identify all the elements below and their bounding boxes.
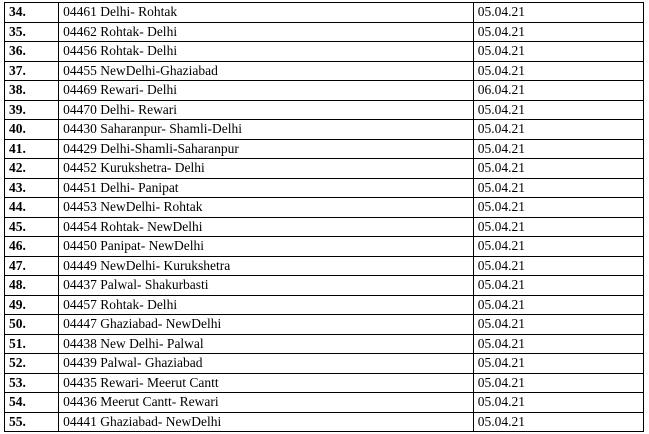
date-cell: 05.04.21 (473, 3, 643, 23)
serial-number-cell: 37. (5, 61, 59, 81)
date-cell: 05.04.21 (473, 178, 643, 198)
date-cell: 05.04.21 (473, 217, 643, 237)
train-cell: 04435 Rewari- Meerut Cantt (59, 373, 474, 393)
serial-number-cell: 42. (5, 159, 59, 179)
train-cell: 04436 Meerut Cantt- Rewari (59, 393, 474, 413)
serial-number-cell: 52. (5, 354, 59, 374)
serial-number-cell: 46. (5, 237, 59, 257)
date-cell: 05.04.21 (473, 139, 643, 159)
date-cell: 05.04.21 (473, 315, 643, 335)
train-cell: 04455 NewDelhi-Ghaziabad (59, 61, 474, 81)
train-cell: 04438 New Delhi- Palwal (59, 334, 474, 354)
serial-number-cell: 54. (5, 393, 59, 413)
date-cell: 05.04.21 (473, 120, 643, 140)
date-cell: 05.04.21 (473, 22, 643, 42)
table-row (5, 22, 644, 42)
date-cell: 05.04.21 (473, 393, 643, 413)
train-schedule-table (4, 2, 644, 432)
serial-number-cell: 48. (5, 276, 59, 296)
date-cell: 05.04.21 (473, 412, 643, 432)
train-cell: 04452 Kurukshetra- Delhi (59, 159, 474, 179)
train-cell: 04439 Palwal- Ghaziabad (59, 354, 474, 374)
train-cell: 04449 NewDelhi- Kurukshetra (59, 256, 474, 276)
serial-number-cell: 43. (5, 178, 59, 198)
train-cell: 04453 NewDelhi- Rohtak (59, 198, 474, 218)
date-cell: 05.04.21 (473, 159, 643, 179)
date-cell: 05.04.21 (473, 198, 643, 218)
date-cell: 05.04.21 (473, 334, 643, 354)
serial-number-cell: 39. (5, 100, 59, 120)
serial-number-cell: 36. (5, 42, 59, 62)
table-row (5, 3, 644, 23)
table-row (5, 354, 644, 374)
serial-number-cell: 53. (5, 373, 59, 393)
train-cell: 04441 Ghaziabad- NewDelhi (59, 412, 474, 432)
table-row (5, 256, 644, 276)
serial-number-cell: 55. (5, 412, 59, 432)
serial-number-cell: 34. (5, 3, 59, 23)
date-cell: 05.04.21 (473, 42, 643, 62)
table-row (5, 373, 644, 393)
table-row (5, 178, 644, 198)
date-cell: 05.04.21 (473, 276, 643, 296)
date-cell: 05.04.21 (473, 100, 643, 120)
table-row (5, 237, 644, 257)
table-row (5, 159, 644, 179)
serial-number-cell: 45. (5, 217, 59, 237)
train-cell: 04447 Ghaziabad- NewDelhi (59, 315, 474, 335)
train-cell: 04456 Rohtak- Delhi (59, 42, 474, 62)
date-cell: 05.04.21 (473, 354, 643, 374)
serial-number-cell: 50. (5, 315, 59, 335)
date-cell: 05.04.21 (473, 61, 643, 81)
train-cell: 04469 Rewari- Delhi (59, 81, 474, 101)
train-cell: 04451 Delhi- Panipat (59, 178, 474, 198)
table-row (5, 100, 644, 120)
date-cell: 06.04.21 (473, 81, 643, 101)
serial-number-cell: 41. (5, 139, 59, 159)
table-row (5, 42, 644, 62)
table-row (5, 120, 644, 140)
table-row (5, 198, 644, 218)
table-row (5, 276, 644, 296)
train-cell: 04454 Rohtak- NewDelhi (59, 217, 474, 237)
serial-number-cell: 38. (5, 81, 59, 101)
table-row (5, 393, 644, 413)
date-cell: 05.04.21 (473, 295, 643, 315)
train-cell: 04450 Panipat- NewDelhi (59, 237, 474, 257)
table-row (5, 81, 644, 101)
date-cell: 05.04.21 (473, 237, 643, 257)
table-row (5, 295, 644, 315)
serial-number-cell: 51. (5, 334, 59, 354)
train-cell: 04470 Delhi- Rewari (59, 100, 474, 120)
train-cell: 04462 Rohtak- Delhi (59, 22, 474, 42)
serial-number-cell: 47. (5, 256, 59, 276)
train-cell: 04461 Delhi- Rohtak (59, 3, 474, 23)
table-row (5, 139, 644, 159)
table-body (5, 3, 644, 432)
date-cell: 05.04.21 (473, 256, 643, 276)
table-row (5, 217, 644, 237)
table-row (5, 334, 644, 354)
train-cell: 04430 Saharanpur- Shamli-Delhi (59, 120, 474, 140)
train-cell: 04457 Rohtak- Delhi (59, 295, 474, 315)
train-cell: 04429 Delhi-Shamli-Saharanpur (59, 139, 474, 159)
serial-number-cell: 35. (5, 22, 59, 42)
table-row (5, 61, 644, 81)
table-row (5, 315, 644, 335)
serial-number-cell: 44. (5, 198, 59, 218)
serial-number-cell: 49. (5, 295, 59, 315)
date-cell: 05.04.21 (473, 373, 643, 393)
table-row (5, 412, 644, 432)
serial-number-cell: 40. (5, 120, 59, 140)
train-cell: 04437 Palwal- Shakurbasti (59, 276, 474, 296)
